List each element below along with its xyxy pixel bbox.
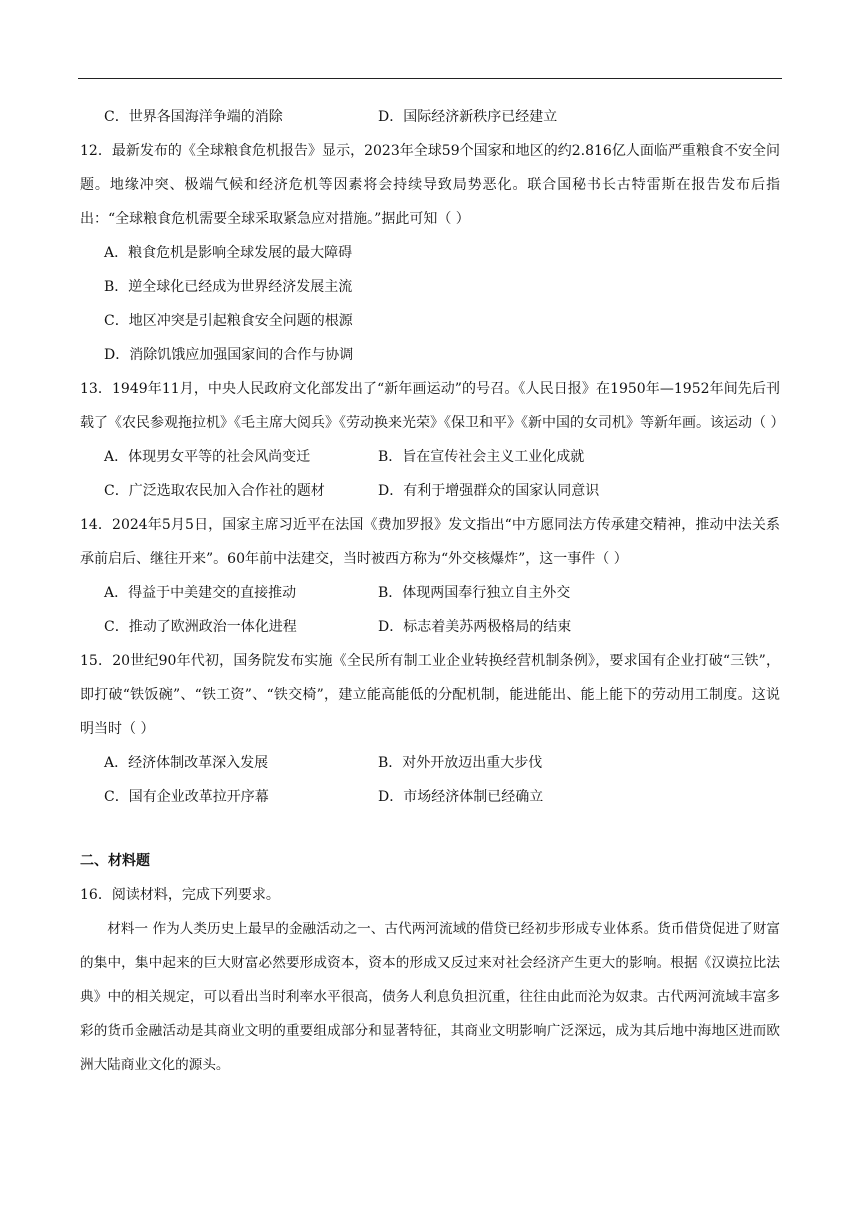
q14-options-cd (80, 610, 780, 644)
exam-page (80, 100, 785, 1082)
q14-option-d: D．标志着美苏两极格局的结束 (378, 619, 572, 635)
q14-option-c: C．推动了欧洲政治一体化进程 (104, 619, 297, 635)
q12-option-a: A．粮食危机是影响全球发展的最大障碍 (104, 245, 353, 261)
q14-option-b: B．体现两国奉行独立自主外交 (378, 585, 571, 601)
q13-options-cd (80, 474, 780, 508)
q13-stem: 13．1949年11月，中央人民政府文化部发出了“新年画运动”的号召。《人民日报》在1950年—1952年间先后刊载了《农民参观拖拉机》《毛主席大阅兵》《劳动换来光荣》《保卫和平》《新中国的女司机》等新年画。该运动（ ） (80, 381, 785, 431)
q14-option-a: A．得益于中美建交的直接推动 (104, 585, 297, 601)
q13-option-b: B．旨在宣传社会主义工业化成就 (378, 449, 585, 465)
q16-stem: 16．阅读材料，完成下列要求。 (80, 887, 280, 903)
q15-option-b: B．对外开放迈出重大步伐 (378, 755, 543, 771)
q12-stem: 12．最新发布的《全球粮食危机报告》显示，2023年全球59个国家和地区的约2.816亿人面临严重粮食不安全问题。地缘冲突、极端气候和经济危机等因素将会持续导致局势恶化。联合国秘书长古特雷斯在报告发布后指出：“全球粮食危机需要全球采取紧急应对措施。”据此可知（ ） (80, 143, 780, 227)
q15-option-c: C．国有企业改革拉开序幕 (104, 789, 269, 805)
q13-options-ab (80, 440, 780, 474)
q12-option-d: D．消除饥饿应加强国家间的合作与协调 (104, 347, 354, 363)
q11-option-d: D．国际经济新秩序已经建立 (378, 109, 558, 125)
q11-option-c: C．世界各国海洋争端的消除 (104, 109, 283, 125)
q11-options-cd (80, 100, 780, 134)
q12-option-b: B．逆全球化已经成为世界经济发展主流 (104, 279, 353, 295)
q15-options-ab (80, 746, 780, 780)
section-title: 二、材料题 (80, 853, 150, 869)
header-rule (78, 78, 782, 79)
q14-options-ab (80, 576, 780, 610)
q15-stem: 15．20世纪90年代初，国务院发布实施《全民所有制工业企业转换经营机制条例》，要求国有企业打破“三铁”，即打破“铁饭碗”、“铁工资”、“铁交椅”，建立能高能低的分配机制，能进能出、能上能下的劳动用工制度。这说明当时（ ） (80, 653, 780, 737)
q14-stem: 14．2024年5月5日，国家主席习近平在法国《费加罗报》发文指出“中方愿同法方传承建交精神，推动中法关系承前启后、继往开来”。60年前中法建交，当时被西方称为“外交核爆炸”，这一事件（ ） (80, 517, 780, 567)
q12-option-c: C．地区冲突是引起粮食安全问题的根源 (104, 313, 353, 329)
q13-option-c: C．广泛选取农民加入合作社的题材 (104, 483, 325, 499)
q15-option-a: A．经济体制改革深入发展 (104, 755, 269, 771)
q13-option-d: D．有利于增强群众的国家认同意识 (378, 483, 600, 499)
material-1-text: 材料一 作为人类历史上最早的金融活动之一、古代两河流域的借贷已经初步形成专业体系。货币借贷促进了财富的集中，集中起来的巨大财富必然要形成资本，资本的形成又反过来对社会经济产生更大的影响。根据《汉谟拉比法典》中的相关规定，可以看出当时利率水平很高，债务人利息负担沉重，往往由此而沦为奴隶。古代两河流域丰富多彩的货币金融活动是其商业文明的重要组成部分和显著特征，其商业文明影响广泛深远，成为其后地中海地区进而欧洲大陆商业文化的源头。 (80, 921, 780, 1073)
q15-option-d: D．市场经济体制已经确立 (378, 789, 544, 805)
q15-options-cd (80, 780, 780, 814)
q13-option-a: A．体现男女平等的社会风尚变迁 (104, 449, 311, 465)
